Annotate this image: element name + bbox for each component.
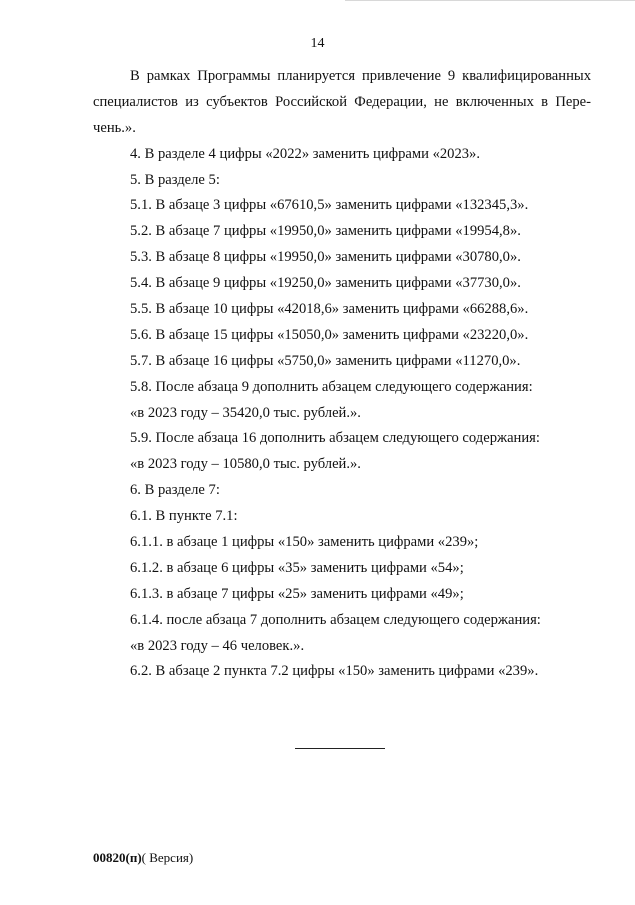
paragraph-line: 5.6. В абзаце 15 цифры «15050,0» заменить цифрами «23220,0». (130, 326, 529, 343)
end-of-text-rule (295, 748, 385, 749)
paragraph-line: В рамках Программы планируется привлечение 9 квалифицированных (130, 68, 591, 84)
footer-code: 00820(п) (93, 850, 142, 865)
paragraph-line: 6.1.1. в абзаце 1 цифры «150» заменить цифрами «239»; (130, 534, 479, 551)
document-body (93, 64, 591, 685)
footer-version: ( Версия) (141, 850, 194, 865)
paragraph-line: 6.1.4. после абзаца 7 дополнить абзацем следующего содержания: (130, 611, 541, 628)
paragraph-line: 5.8. После абзаца 9 дополнить абзацем следующего содержания: (130, 378, 533, 395)
top-edge-rule (345, 0, 635, 1)
paragraph-line: «в 2023 году – 46 человек.». (130, 637, 305, 654)
paragraph-line: 5. В разделе 5: (130, 171, 220, 188)
paragraph-line: 5.1. В абзаце 3 цифры «67610,5» заменить цифрами «132345,3». (130, 197, 529, 214)
paragraph-line: 6.1.2. в абзаце 6 цифры «35» заменить цифрами «54»; (130, 559, 464, 576)
paragraph-line: 5.7. В абзаце 16 цифры «5750,0» заменить цифрами «11270,0». (130, 352, 521, 369)
paragraph-line: «в 2023 году – 35420,0 тыс. рублей.». (130, 404, 361, 421)
paragraph-line: 5.5. В абзаце 10 цифры «42018,6» заменить цифрами «66288,6». (130, 301, 529, 318)
paragraph-line: чень.». (93, 119, 136, 136)
paragraph-line: 5.2. В абзаце 7 цифры «19950,0» заменить цифрами «19954,8». (130, 223, 521, 240)
paragraph-line: 6.1.3. в абзаце 7 цифры «25» заменить цифрами «49»; (130, 585, 464, 602)
paragraph-line: 6.1. В пункте 7.1: (130, 508, 238, 525)
paragraph-line: 5.3. В абзаце 8 цифры «19950,0» заменить цифрами «30780,0». (130, 249, 521, 266)
page-number: 14 (310, 36, 325, 51)
paragraph-line: специалистов из субъектов Российской Федерации, не включенных в Пере- (93, 93, 591, 110)
paragraph-line: «в 2023 году – 10580,0 тыс. рублей.». (130, 456, 361, 473)
footer-document-code (93, 850, 193, 866)
paragraph-line: 4. В разделе 4 цифры «2022» заменить цифрами «2023». (130, 145, 480, 162)
paragraph-line: 6. В разделе 7: (130, 482, 220, 499)
paragraph-line: 5.9. После абзаца 16 дополнить абзацем следующего содержания: (130, 430, 540, 447)
paragraph-line: 5.4. В абзаце 9 цифры «19250,0» заменить цифрами «37730,0». (130, 275, 521, 292)
paragraph-line: 6.2. В абзаце 2 пункта 7.2 цифры «150» заменить цифрами «239». (130, 663, 539, 680)
